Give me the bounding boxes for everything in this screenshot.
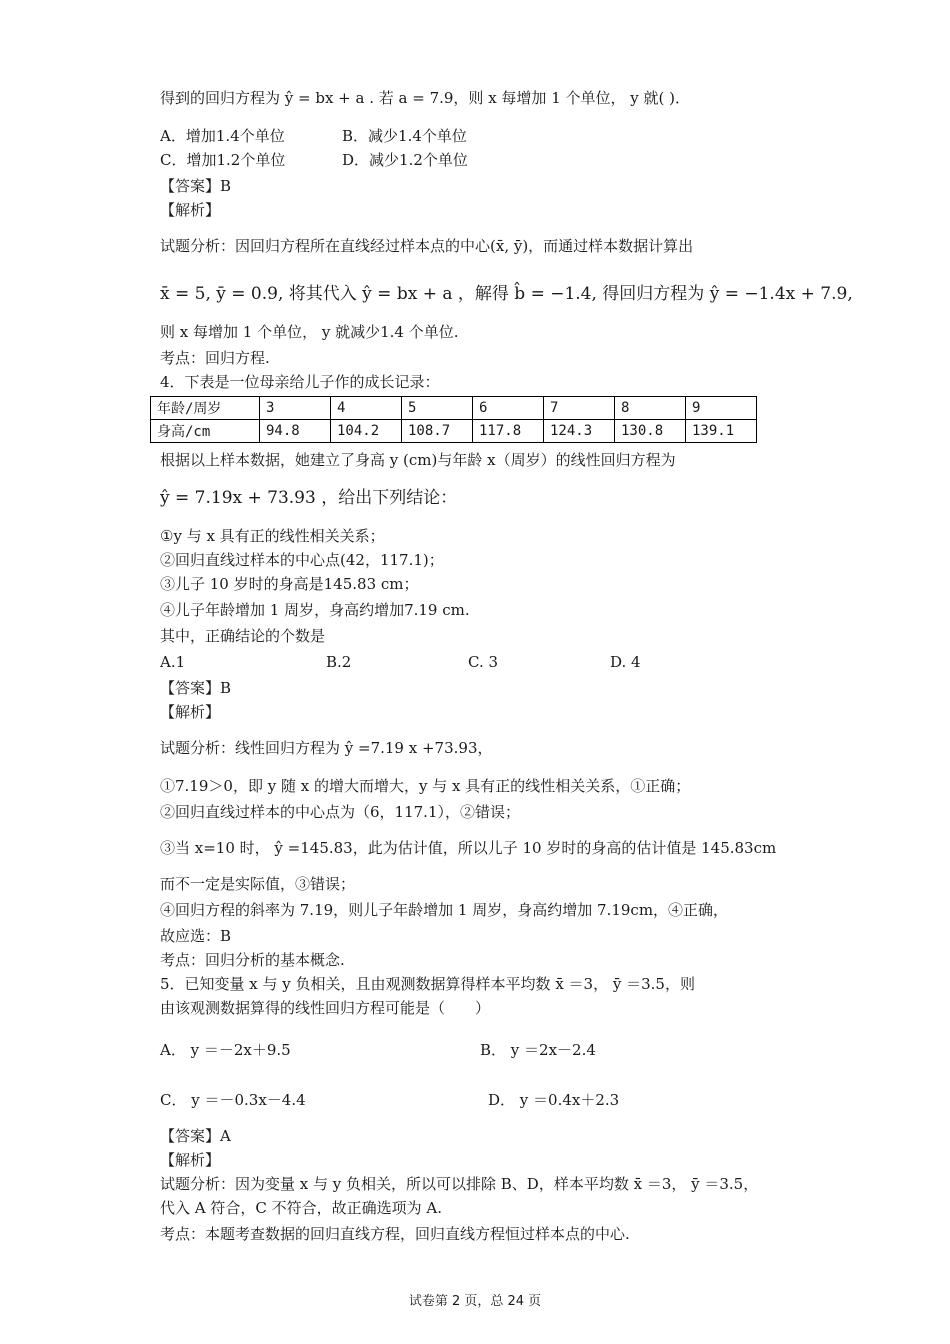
table-cell: 4 <box>331 397 402 420</box>
option-d: D． y ＝0.4x＋2.3 <box>488 1091 620 1109</box>
text-line: 试题分析：因为变量 x 与 y 负相关，所以可以排除 B、D，样本平均数 x̄ ＝3， ȳ ＝3.5， <box>160 1175 759 1193</box>
text-line: 由该观测数据算得的线性回归方程可能是（ ） <box>160 999 491 1017</box>
table-cell: 5 <box>402 397 473 420</box>
text-line: 试题分析：因回归方程所在直线经过样本点的中心(x̄, ȳ)，而通过样本数据计算出 <box>160 237 694 255</box>
kaodian-line: 考点：回归分析的基本概念. <box>160 951 345 969</box>
text-line: 试题分析：线性回归方程为 ŷ =7.19 x +73.93， <box>160 739 493 757</box>
page-footer: 试卷第 2 页，总 24 页 <box>408 1294 542 1309</box>
table-cell: 9 <box>686 397 757 420</box>
text-line: 故应选：B <box>160 927 232 945</box>
option-c: C． y ＝－0.3x－4.4 <box>160 1091 306 1109</box>
table-cell: 124.3 <box>544 420 615 443</box>
growth-table <box>150 396 757 443</box>
conclusion-1: ①y 与 x 具有正的线性相关关系； <box>160 527 385 545</box>
text-line: ①7.19＞0，即 y 随 x 的增大而增大，y 与 x 具有正的线性相关关系，①正确； <box>160 777 691 795</box>
kaodian-line: 考点：本题考查数据的回归直线方程，回归直线方程恒过样本点的中心. <box>160 1225 630 1243</box>
table-cell: 130.8 <box>615 420 686 443</box>
text-line: 则 x 每增加 1 个单位， y 就减少1.4 个单位. <box>160 323 459 341</box>
text-line: 其中，正确结论的个数是 <box>160 627 326 645</box>
conclusion-4: ④儿子年龄增加 1 周岁，身高约增加7.19 cm. <box>160 601 470 619</box>
table-row <box>151 397 757 420</box>
text-line: ②回归直线过样本的中心点为（6，117.1），②错误； <box>160 803 520 821</box>
table-cell: 身高/cm <box>151 420 260 443</box>
table-cell: 94.8 <box>260 420 331 443</box>
analysis-label: 【解析】 <box>160 201 221 219</box>
formula-line: x̄ = 5, ȳ = 0.9, 将其代入 ŷ = bx + a ，解得 b̂ = −1.4, 得回归方程为 ŷ = −1.4x + 7.9, <box>160 284 853 304</box>
text-line: ③当 x=10 时， ŷ =145.83，此为估计值，所以儿子 10 岁时的身高的估计值是 145.83cm <box>160 839 777 857</box>
option-a: A． y ＝－2x＋9.5 <box>160 1041 291 1059</box>
conclusion-2: ②回归直线过样本的中心点(42，117.1)； <box>160 551 444 569</box>
table-cell: 6 <box>473 397 544 420</box>
table-cell: 104.2 <box>331 420 402 443</box>
table-cell: 117.8 <box>473 420 544 443</box>
option-a: A.1 <box>160 653 186 671</box>
question-5-title: 5．已知变量 x 与 y 负相关，且由观测数据算得样本平均数 x̄ ＝3， ȳ ＝3.5，则 <box>160 975 695 993</box>
table-cell: 8 <box>615 397 686 420</box>
option-b: B.2 <box>326 653 352 671</box>
option-d: D．减少1.2个单位 <box>342 151 468 169</box>
analysis-label: 【解析】 <box>160 1151 221 1169</box>
text-line: 代入 A 符合，C 不符合，故正确选项为 A. <box>160 1199 442 1217</box>
analysis-label: 【解析】 <box>160 703 221 721</box>
answer-label: 【答案】B <box>160 679 232 697</box>
table-row <box>151 420 757 443</box>
table-cell: 139.1 <box>686 420 757 443</box>
option-b: B．减少1.4个单位 <box>342 127 467 145</box>
option-c: C．增加1.2个单位 <box>160 151 286 169</box>
text-line: ④回归方程的斜率为 7.19，则儿子年龄增加 1 周岁，身高约增加 7.19cm，④正确， <box>160 901 729 919</box>
question-4-title: 4．下表是一位母亲给儿子作的成长记录： <box>160 373 440 391</box>
text-line: 而不一定是实际值，③错误； <box>160 875 356 893</box>
kaodian-line: 考点：回归方程. <box>160 349 270 367</box>
option-d: D. 4 <box>610 653 641 671</box>
table-cell: 年龄/周岁 <box>151 397 260 420</box>
text-line: 得到的回归方程为 ŷ = bx + a . 若 a = 7.9，则 x 每增加 1 个单位， y 就( )． <box>160 89 690 107</box>
option-a: A．增加1.4个单位 <box>160 127 285 145</box>
option-c: C. 3 <box>468 653 499 671</box>
text-line: 根据以上样本数据，她建立了身高 y (cm)与年龄 x（周岁）的线性回归方程为 <box>160 451 676 469</box>
conclusion-3: ③儿子 10 岁时的身高是145.83 cm； <box>160 575 419 593</box>
table-cell: 108.7 <box>402 420 473 443</box>
formula-line: ŷ = 7.19x + 73.93 ，给出下列结论： <box>160 488 458 508</box>
answer-label: 【答案】B <box>160 177 232 195</box>
answer-label: 【答案】A <box>160 1127 231 1145</box>
table-cell: 3 <box>260 397 331 420</box>
table-cell: 7 <box>544 397 615 420</box>
option-b: B． y ＝2x－2.4 <box>480 1041 596 1059</box>
